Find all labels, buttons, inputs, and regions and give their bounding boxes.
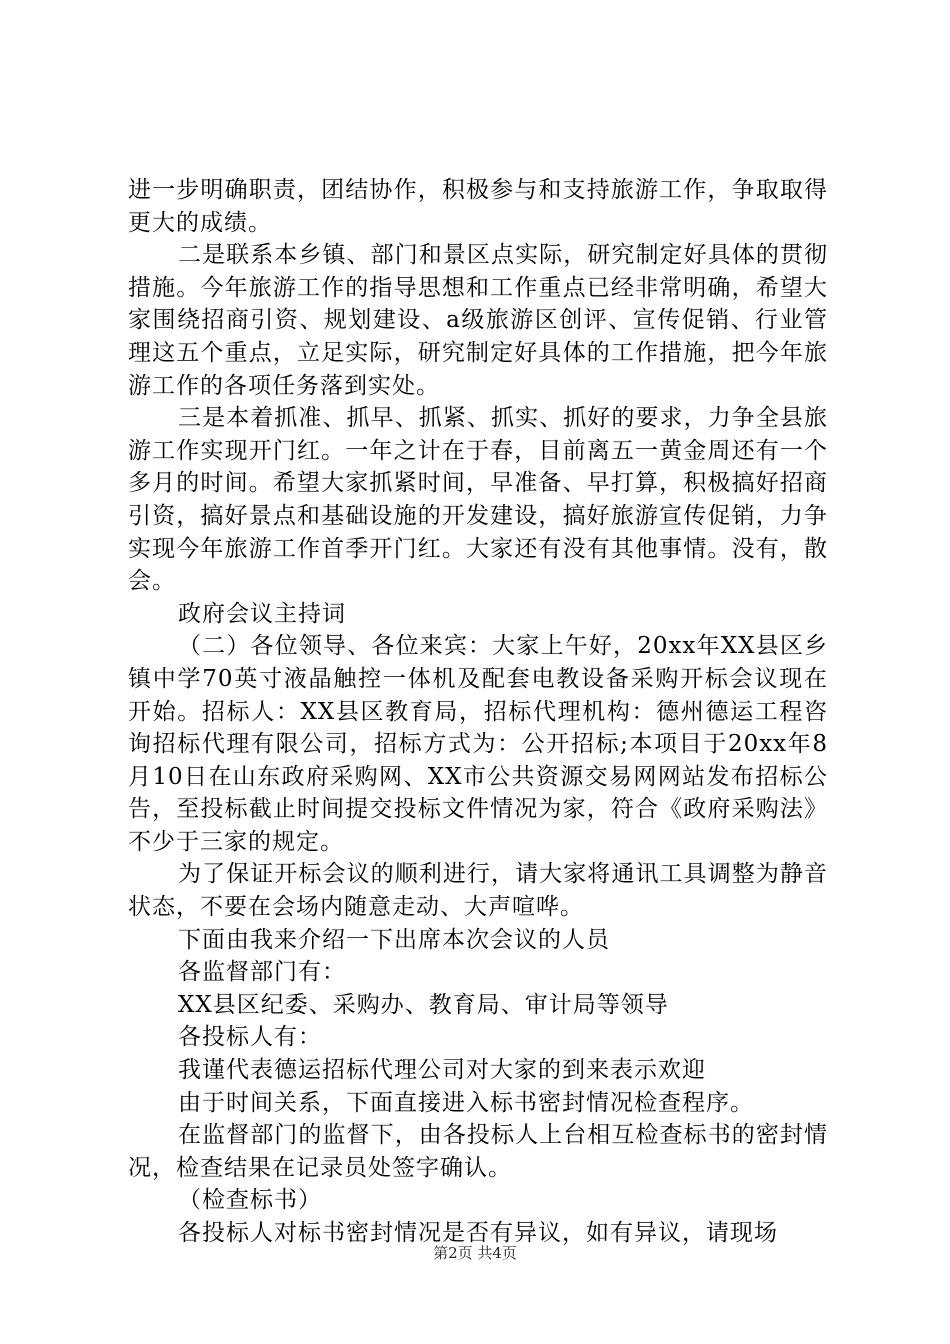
- paragraph: 下面由我来介绍一下出席本次会议的人员: [178, 926, 610, 953]
- document-body: [128, 174, 828, 1250]
- page-number-footer: 第2页 共4页: [433, 1244, 517, 1262]
- paragraph: 进一步明确职责，团结协作，积极参与和支持旅游工作，争取取得更大的成绩。: [128, 177, 828, 236]
- paragraph: 各监督部门有：: [178, 959, 346, 986]
- paragraph: XX县区纪委、采购办、教育局、审计局等领导: [178, 991, 669, 1018]
- paragraph: （检查标书）: [178, 1187, 322, 1214]
- paragraph: 三是本着抓准、抓早、抓紧、抓实、抓好的要求，力争全县旅游工作实现开门红。一年之计在于春，目前离五一黄金周还有一个多月的时间。希望大家抓紧时间，早准备、早打算，积极搞好招商引资，搞好景点和基础设施的开发建设，搞好旅游宣传促销，力争实现今年旅游工作首季开门红。大家还有没有其他事情。没有，散会。: [128, 405, 828, 595]
- section-heading: 政府会议主持词: [178, 600, 346, 627]
- paragraph: 在监督部门的监督下，由各投标人上台相互检查标书的密封情况，检查结果在记录员处签字确认。: [128, 1122, 828, 1181]
- paragraph: （二）各位领导、各位来宾：大家上午好，20xx年XX县区乡镇中学70英寸液晶触控一体机及配套电教设备采购开标会议现在开始。招标人：XX县区教育局，招标代理机构：德州德运工程咨询招标代理有限公司，招标方式为：公开招标;本项目于20xx年8月10日在山东政府采购网、XX市公共资源交易网网站发布招标公告，至投标截止时间提交投标文件情况为家，符合《政府采购法》不少于三家的规定。: [128, 633, 828, 855]
- paragraph: 各投标人对标书密封情况是否有异议，如有异议，请现场: [178, 1220, 778, 1246]
- paragraph: 由于时间关系，下面直接进入标书密封情况检查程序。: [178, 1089, 754, 1116]
- paragraph: 为了保证开标会议的顺利进行，请大家将通讯工具调整为静音状态，不要在会场内随意走动、大声喧哗。: [128, 861, 828, 921]
- paragraph: 二是联系本乡镇、部门和景区点实际，研究制定好具体的贯彻措施。今年旅游工作的指导思想和工作重点已经非常明确，希望大家围绕招商引资、规划建设、a级旅游区创评、宣传促销、行业管理这五个重点，立足实际，研究制定好具体的工作措施，把今年旅游工作的各项任务落到实处。: [128, 242, 828, 399]
- paragraph: 各投标人有：: [178, 1024, 322, 1051]
- paragraph: 我谨代表德运招标代理公司对大家的到来表示欢迎: [178, 1057, 706, 1084]
